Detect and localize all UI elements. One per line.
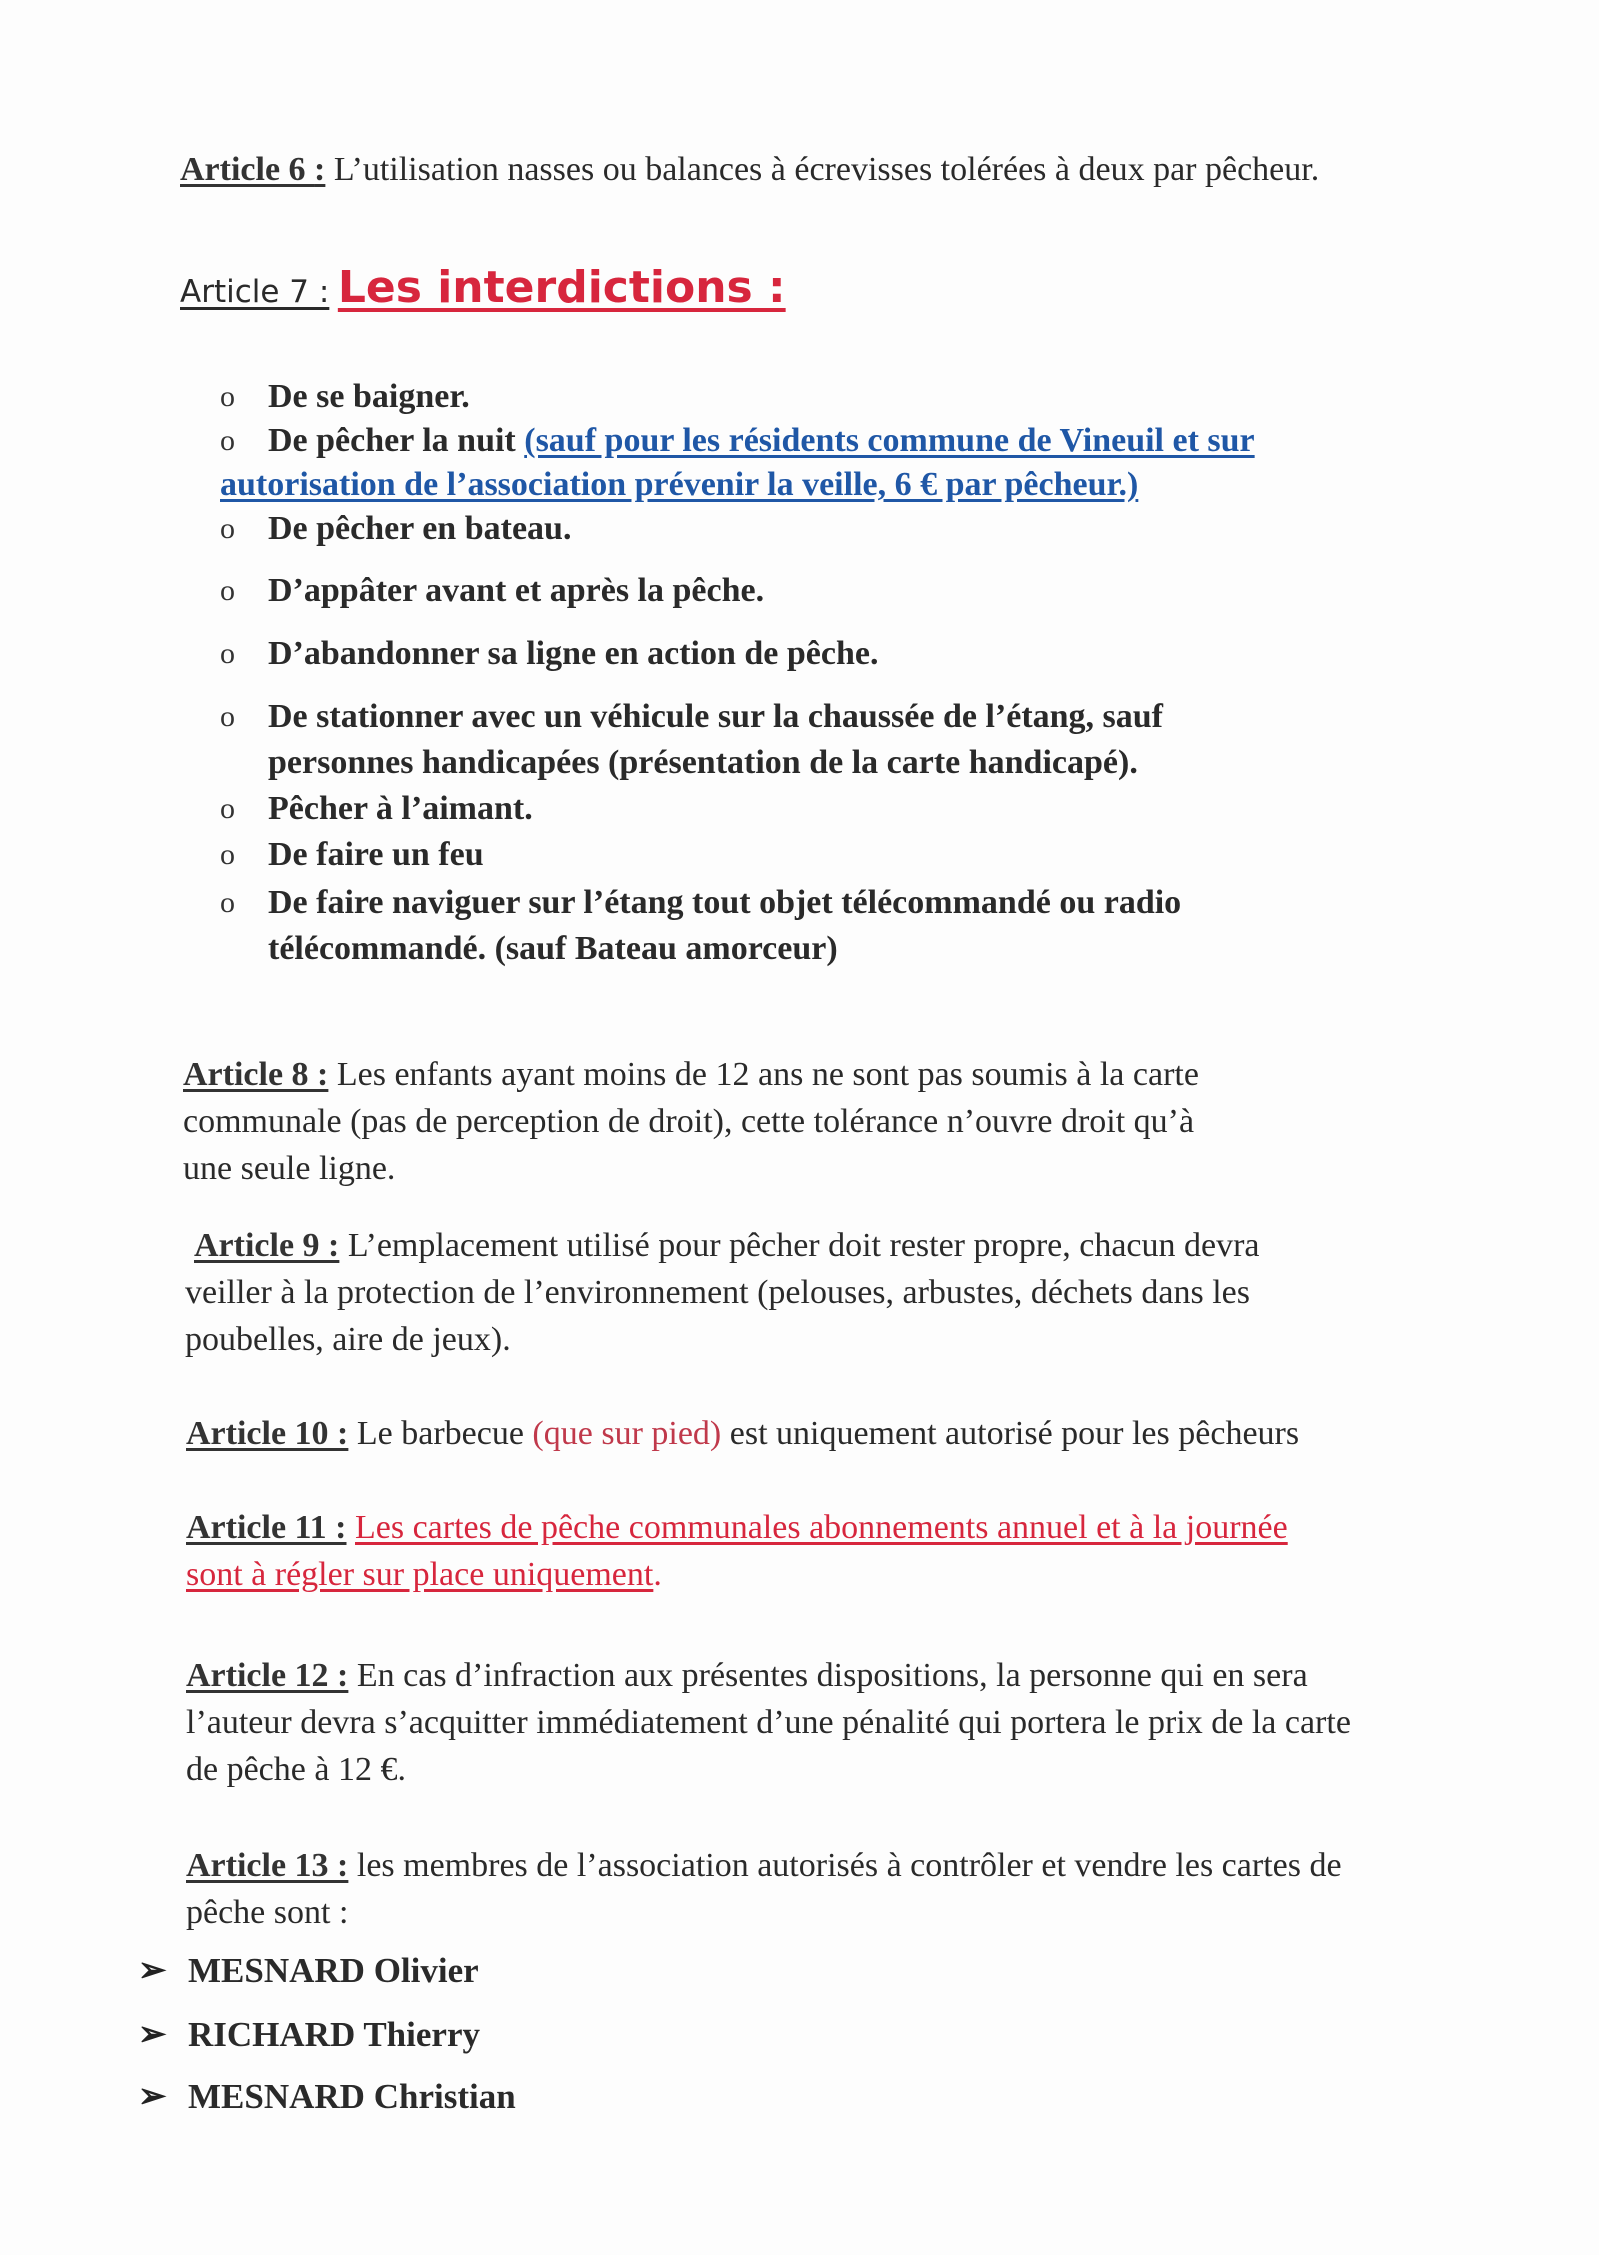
article-11-line1: Les cartes de pêche communales abonnements annuel et à la journée bbox=[355, 1509, 1288, 1546]
article-13-line1: les membres de l’association autorisés à contrôler et vendre les cartes de bbox=[348, 1847, 1342, 1884]
interdiction-text: De faire un feu bbox=[268, 836, 484, 873]
interdiction-text: Pêcher à l’aimant. bbox=[268, 790, 533, 827]
article-8-line2: communale (pas de perception de droit), cette tolérance n’ouvre droit qu’à bbox=[183, 1103, 1195, 1140]
arrow-marker-icon: ➢ bbox=[138, 2016, 167, 2053]
interdiction-text: De se baigner. bbox=[268, 378, 470, 415]
article-6 bbox=[180, 146, 1319, 193]
night-fishing-note: (sauf pour les résidents commune de Vineuil et sur bbox=[524, 422, 1255, 459]
article-12-line1: En cas d’infraction aux présentes dispositions, la personne qui en sera bbox=[348, 1657, 1308, 1694]
article-6-label: Article 6 bbox=[180, 151, 315, 188]
article-9-line3: poubelles, aire de jeux). bbox=[185, 1321, 511, 1358]
bullet-marker: o bbox=[220, 838, 235, 871]
bullet-marker: o bbox=[220, 700, 235, 733]
article-7 bbox=[180, 264, 786, 316]
interdiction-text: De pêcher en bateau. bbox=[268, 510, 572, 547]
interdiction-item-cont bbox=[268, 740, 1138, 786]
article-9 bbox=[185, 1222, 1260, 1363]
article-7-label: Article 7 : bbox=[180, 274, 330, 310]
article-12-label: Article 12 : bbox=[186, 1657, 349, 1694]
article-8-line1: Les enfants ayant moins de 12 ans ne sont pas soumis à la carte bbox=[328, 1056, 1199, 1093]
article-13-line2: pêche sont : bbox=[186, 1894, 349, 1931]
article-9-label: Article 9 : bbox=[194, 1227, 340, 1264]
article-10 bbox=[186, 1410, 1299, 1457]
night-fishing-note-line2: autorisation de l’association prévenir la veille, 6 € par pêcheur.) bbox=[220, 466, 1139, 503]
article-12-line2: l’auteur devra s’acquitter immédiatement d’une pénalité qui portera le prix de la carte bbox=[186, 1704, 1351, 1741]
arrow-marker-icon: ➢ bbox=[138, 1952, 167, 1989]
article-12-line3: de pêche à 12 €. bbox=[186, 1751, 406, 1788]
article-8 bbox=[183, 1051, 1199, 1192]
article-11-line2: sont à régler sur place uniquement bbox=[186, 1556, 654, 1593]
article-8-line3: une seule ligne. bbox=[183, 1150, 396, 1187]
article-10-label: Article 10 : bbox=[186, 1415, 349, 1452]
night-fishing-note-cont bbox=[220, 462, 1138, 508]
bullet-marker: o bbox=[220, 792, 235, 825]
bullet-marker: o bbox=[220, 574, 235, 607]
arrow-marker-icon: ➢ bbox=[138, 2078, 167, 2115]
bullet-marker: o bbox=[220, 637, 235, 670]
article-7-heading: Les interdictions : bbox=[337, 262, 786, 313]
bullet-marker: o bbox=[220, 380, 235, 413]
article-6-text: L’utilisation nasses ou balances à écrevisses tolérées à deux par pêcheur. bbox=[325, 151, 1320, 188]
article-10-post: est uniquement autorisé pour les pêcheurs bbox=[721, 1415, 1300, 1452]
bullet-marker: o bbox=[220, 512, 235, 545]
interdiction-parking-cont: personnes handicapées (présentation de la carte handicapé). bbox=[268, 744, 1138, 781]
interdiction-text: D’abandonner sa ligne en action de pêche. bbox=[268, 635, 879, 672]
article-10-red: (que sur pied) bbox=[532, 1415, 722, 1452]
article-9-line1: L’emplacement utilisé pour pêcher doit rester propre, chacun devra bbox=[339, 1227, 1260, 1264]
article-9-line2: veiller à la protection de l’environnement (pelouses, arbustes, déchets dans les bbox=[185, 1274, 1250, 1311]
article-6-colon: : bbox=[314, 151, 326, 188]
interdiction-item-cont bbox=[268, 926, 838, 972]
member-name: RICHARD Thierry bbox=[188, 2015, 480, 2054]
bullet-marker: o bbox=[220, 424, 235, 457]
member-name: MESNARD Christian bbox=[188, 2077, 516, 2116]
interdiction-text: De stationner avec un véhicule sur la chaussée de l’étang, sauf bbox=[268, 698, 1164, 735]
article-10-pre: Le barbecue bbox=[348, 1415, 533, 1452]
interdiction-text: D’appâter avant et après la pêche. bbox=[268, 572, 765, 609]
article-13-label: Article 13 : bbox=[186, 1847, 349, 1884]
interdiction-radio-cont: télécommandé. (sauf Bateau amorceur) bbox=[268, 930, 838, 967]
bullet-marker: o bbox=[220, 886, 235, 919]
article-11-end: . bbox=[653, 1556, 662, 1593]
member-name: MESNARD Olivier bbox=[188, 1951, 479, 1990]
article-11 bbox=[186, 1504, 1288, 1598]
interdiction-text: De pêcher la nuit bbox=[268, 422, 525, 459]
article-13 bbox=[186, 1842, 1342, 1936]
article-12 bbox=[186, 1652, 1351, 1793]
article-11-label: Article 11 : bbox=[186, 1509, 347, 1546]
interdiction-text: De faire naviguer sur l’étang tout objet télécommandé ou radio bbox=[268, 884, 1182, 921]
article-8-label: Article 8 : bbox=[183, 1056, 329, 1093]
